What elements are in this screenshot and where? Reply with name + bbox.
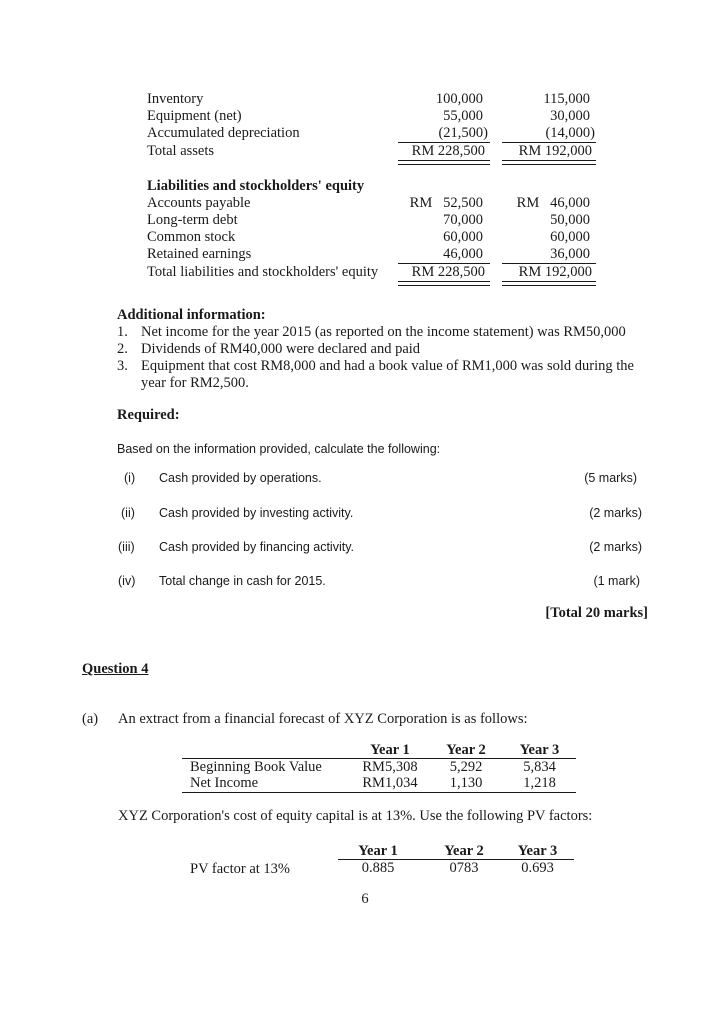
marks: (5 marks): [584, 471, 637, 485]
row-label: Accounts payable: [147, 195, 251, 211]
column-header: Year 2: [444, 843, 484, 859]
row-label: Inventory: [147, 91, 204, 107]
cell: 0.885: [361, 860, 395, 876]
value-2015: RM 228,500: [411, 264, 485, 280]
column-header: Year 1: [370, 742, 410, 758]
row-label: Retained earnings: [147, 246, 252, 262]
total-double-rule: [398, 281, 490, 286]
item-number: (i): [124, 471, 136, 485]
row-label: Beginning Book Value: [190, 759, 322, 775]
row-label: Long-term debt: [147, 212, 238, 228]
item-number: (iv): [118, 574, 136, 588]
column-header: Year 1: [358, 843, 398, 859]
column-header: Year 3: [519, 742, 560, 758]
value-2014: 50,000: [550, 212, 590, 228]
value-2014: 36,000: [550, 246, 590, 262]
required-intro: Based on the information provided, calculate the following:: [117, 442, 441, 456]
row-label: Common stock: [147, 229, 236, 245]
column-header: Year 3: [517, 843, 558, 859]
value-2014: 60,000: [550, 229, 590, 245]
cell: 1,218: [523, 775, 556, 791]
row-label: Total assets: [147, 143, 215, 159]
total-double-rule: [502, 160, 596, 165]
value-2015: RM 52,500: [409, 195, 483, 211]
total-double-rule: [502, 281, 596, 286]
item-text: Equipment that cost RM8,000 and had a book value of RM1,000 was sold during the: [141, 358, 634, 374]
cell: 0.693: [521, 860, 554, 876]
cell: 1,130: [449, 775, 483, 791]
item-text: Cash provided by investing activity.: [159, 506, 354, 520]
item-number: 3.: [117, 358, 128, 374]
value-2014: RM 46,000: [516, 195, 590, 211]
value-2014: RM 192,000: [518, 143, 592, 159]
page-number: 6: [361, 891, 369, 907]
column-header: Year 2: [446, 742, 486, 758]
section-heading: Liabilities and stockholders' equity: [147, 178, 365, 194]
value-2014: RM 192,000: [518, 264, 592, 280]
marks: (2 marks): [589, 540, 642, 554]
value-2015: 60,000: [443, 229, 483, 245]
cell: RM5,308: [362, 759, 418, 775]
additional-heading: Additional information:: [117, 307, 266, 323]
item-number: (iii): [118, 540, 135, 554]
cell: 5,292: [449, 759, 483, 775]
value-2015: RM 228,500: [411, 143, 485, 159]
item-number: (ii): [121, 506, 135, 520]
value-2015: 70,000: [443, 212, 483, 228]
total-double-rule: [398, 160, 490, 165]
value-2015: (21,500): [438, 125, 488, 141]
row-label: Total liabilities and stockholders' equity: [147, 264, 379, 280]
part-text: An extract from a financial forecast of XYZ Corporation is as follows:: [118, 711, 528, 727]
value-2014: 115,000: [543, 91, 590, 107]
cell: RM1,034: [362, 775, 418, 791]
required-heading: Required:: [117, 407, 180, 423]
marks: (1 mark): [593, 574, 640, 588]
item-number: 2.: [117, 341, 128, 357]
row-label: PV factor at 13%: [190, 861, 290, 877]
marks: (2 marks): [589, 506, 642, 520]
total-marks: [Total 20 marks]: [545, 605, 648, 621]
item-text-continued: year for RM2,500.: [141, 375, 249, 391]
row-label: Net Income: [190, 775, 259, 791]
bottom-rule: [182, 792, 576, 793]
part-label: (a): [82, 711, 99, 727]
row-label: Accumulated depreciation: [147, 125, 300, 141]
value-2015: 46,000: [443, 246, 483, 262]
item-text: Cash provided by operations.: [159, 471, 322, 485]
item-number: 1.: [117, 324, 128, 340]
cost-of-equity-text: XYZ Corporation's cost of equity capital is at 13%. Use the following PV factors:: [118, 808, 593, 824]
item-text: Net income for the year 2015 (as reported on the income statement) was RM50,000: [141, 324, 626, 340]
cell: 5,834: [523, 759, 556, 775]
cell: 0783: [449, 860, 479, 876]
value-2015: 100,000: [435, 91, 483, 107]
value-2014: 30,000: [550, 108, 590, 124]
value-2015: 55,000: [443, 108, 483, 124]
item-text: Total change in cash for 2015.: [159, 574, 326, 588]
value-2014: (14,000): [545, 125, 595, 141]
item-text: Dividends of RM40,000 were declared and paid: [141, 341, 421, 357]
question-title: Question 4: [82, 661, 149, 677]
item-text: Cash provided by financing activity.: [159, 540, 355, 554]
row-label: Equipment (net): [147, 108, 242, 124]
